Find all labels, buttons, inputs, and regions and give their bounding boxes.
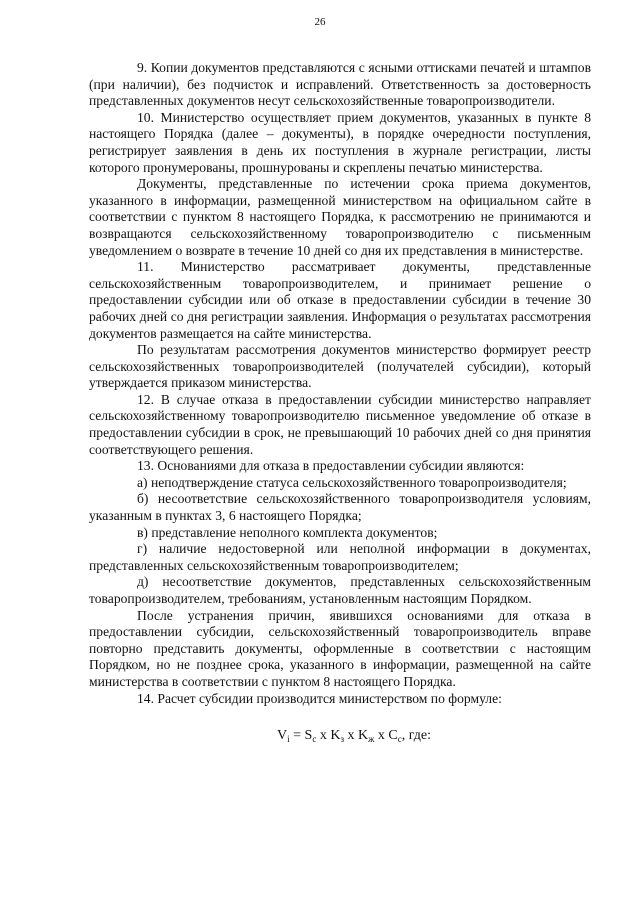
formula-term-c: C <box>388 728 398 744</box>
formula-term-kzh-sub: ж <box>368 734 375 745</box>
list-item-v: в) представление неполного комплекта документов; <box>137 524 438 540</box>
formula-equals: = <box>289 728 305 744</box>
formula-term-k3-sub: з <box>340 734 345 745</box>
formula-times: x <box>344 728 359 744</box>
paragraph-11: 11. Министерство рассматривает документы, представленные сельскохозяйственным товаропроизводителем, и принимает решение о предоставлении субсидии или об отказе в предоставлении субсидии в течение 30 рабочих дней со дня регистрации заявления. Информация о результатах рассмотрения документов размещается на сайте министерства. <box>89 259 591 341</box>
formula-lhs: V <box>277 728 288 744</box>
paragraph-14: 14. Расчет субсидии производится министерством по формуле: <box>137 690 502 706</box>
formula-term-k3: K <box>330 728 341 744</box>
page-number: 26 <box>314 16 326 28</box>
list-item-b: б) несоответствие сельскохозяйственного товаропроизводителя условиям, указанным в пунктах 3, 6 настоящего Порядка; <box>89 491 591 524</box>
document-body <box>89 60 591 745</box>
paragraph-13: 13. Основаниями для отказа в предоставлении субсидии являются: <box>137 458 525 474</box>
list-item-g: г) наличие недостоверной или неполной информации в документах, представленных сельскохозяйственным товаропроизводителем; <box>89 541 591 573</box>
formula-term-c-sub: c <box>397 734 402 745</box>
paragraph-registry: По результатам рассмотрения документов министерство формирует реестр сельскохозяйственных товаропроизводителей (получателей субсидии), который утверждается приказом министерства. <box>89 342 591 391</box>
paragraph-12: 12. В случае отказа в предоставлении субсидии министерство направляет сельскохозяйственному товаропроизводителю письменное уведомление об отказе в предоставлении субсидии в срок, не превышающий 10 рабочих дней со дня принятия соответствующего решения. <box>89 391 591 457</box>
paragraph-late-documents: Документы, представленные по истечении срока приема документов, указанного в информации, размещенной министерством на официальном сайте в соответствии с пунктом 8 настоящего Порядка, к рассмотрению не принимаются и возвращаются сельскохозяйственному товаропроизводителю с письменным уведомлением о возврате в течение 10 дней со дня их представления в министерстве. <box>89 176 591 258</box>
subsidy-formula <box>89 727 591 745</box>
list-item-d: д) несоответствие документов, представленных сельскохозяйственным товаропроизводителем, требованиям, установленным настоящим Порядком. <box>89 574 591 606</box>
formula-lhs-sub: i <box>287 734 290 745</box>
formula-term-s-sub: c <box>312 734 317 745</box>
formula-term-s: S <box>304 728 313 744</box>
paragraph-9: 9. Копии документов представляются с ясными оттисками печатей и штампов (при наличии), без подчисток и исправлений. Ответственность за достоверность представленных документов несут сельскохозяйственные товаропроизводители. <box>89 60 591 109</box>
formula-times: x <box>374 728 389 744</box>
paragraph-10: 10. Министерство осуществляет прием документов, указанных в пункте 8 настоящего Порядка (далее – документы), в порядке очередности поступления, регистрирует заявления в день их поступления в журнале регистрации, листы которого пронумерованы, прошнурованы и скреплены печатью министерства. <box>89 109 591 175</box>
list-item-a: а) неподтверждение статуса сельскохозяйственного товаропроизводителя; <box>137 474 567 490</box>
formula-times: x <box>316 728 331 744</box>
paragraph-resubmission: После устранения причин, явившихся основаниями для отказа в предоставлении субсидии, сельскохозяйственный товаропроизводитель вправе повторно представить документы, оформленные в соответствии с настоящим Порядком, но не позднее срока, указанного в информации, размещенной на сайте министерства в соответствии с пунктом 8 настоящего Порядка. <box>89 607 591 689</box>
formula-term-kzh: K <box>358 728 369 744</box>
formula-tail: , где: <box>401 728 431 744</box>
